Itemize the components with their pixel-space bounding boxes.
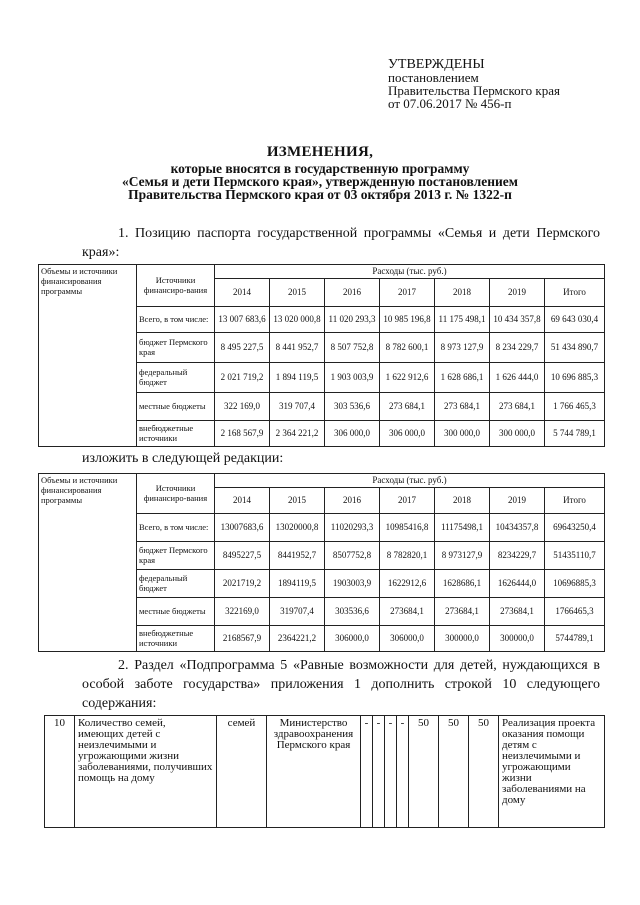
indicator-name: Количество семей, имеющих детей с неизлечимыми и угрожающими жизни заболеваниями, получивших помощь на дому (75, 716, 217, 828)
approval-line-3: от 07.06.2017 № 456-п (388, 96, 512, 111)
value-cell: 5 744 789,1 (545, 421, 605, 447)
value-cell: 306 000,0 (380, 421, 435, 447)
value-cell: 1 622 912,6 (380, 363, 435, 393)
approval-line-2: Правительства Пермского края (388, 83, 560, 98)
value-cell: 1 626 444,0 (490, 363, 545, 393)
title-line-3: Правительства Пермского края от 03 октября 2013 г. № 1322-п (128, 187, 512, 202)
year-header: 2019 (490, 488, 545, 514)
title-main: ИЗМЕНЕНИЯ, (266, 144, 374, 160)
year-header: 2016 (325, 279, 380, 307)
value-cell: 8 441 952,7 (270, 333, 325, 363)
total-header: Итого (545, 488, 605, 514)
value-cell: 1 894 119,5 (270, 363, 325, 393)
value-cell: - (385, 716, 397, 828)
value-cell: 50 (409, 716, 439, 828)
financing-table-new (38, 473, 605, 652)
value-cell: 8495227,5 (215, 542, 270, 570)
financing-table-old (38, 264, 605, 447)
value-cell: 1622912,6 (380, 570, 435, 598)
value-cell: 273684,1 (380, 598, 435, 626)
paragraph-3: 2. Раздел «Подпрограмма 5 «Равные возможности для детей, нуждающихся в особой заботе государства» приложения 1 дополнить строкой 10 следующего содержания: (82, 658, 600, 711)
value-cell: 2364221,2 (270, 626, 325, 652)
year-header: 2015 (270, 279, 325, 307)
value-cell: 322169,0 (215, 598, 270, 626)
value-cell: 1903003,9 (325, 570, 380, 598)
value-cell: 5744789,1 (545, 626, 605, 652)
expenses-header: Расходы (тыс. руб.) (215, 265, 605, 279)
paragraph-1: 1. Позицию паспорта государственной программы «Семья и дети Пермского края»: (82, 226, 600, 260)
value-cell: 13007683,6 (215, 514, 270, 542)
value-cell: 50 (439, 716, 469, 828)
approval-heading: УТВЕРЖДЕНЫ (388, 57, 485, 72)
value-cell: 1894119,5 (270, 570, 325, 598)
value-cell: 2 168 567,9 (215, 421, 270, 447)
source-cell: местные бюджеты (137, 393, 215, 421)
value-cell: 10 985 196,8 (380, 307, 435, 333)
value-cell: 303536,6 (325, 598, 380, 626)
value-cell: 306 000,0 (325, 421, 380, 447)
value-cell: 319707,4 (270, 598, 325, 626)
value-cell: 8441952,7 (270, 542, 325, 570)
source-cell: Всего, в том числе: (137, 514, 215, 542)
value-cell: 8 507 752,8 (325, 333, 380, 363)
value-cell: 13020000,8 (270, 514, 325, 542)
value-cell: 11020293,3 (325, 514, 380, 542)
source-cell: внебюджетные источники (137, 626, 215, 652)
sources-header: Источники финансиро-вания (137, 474, 215, 514)
source-cell: местные бюджеты (137, 598, 215, 626)
year-header: 2016 (325, 488, 380, 514)
source-cell: бюджет Пермского края (137, 333, 215, 363)
expenses-header: Расходы (тыс. руб.) (215, 474, 605, 488)
value-cell: 8 782820,1 (380, 542, 435, 570)
value-cell: 69643250,4 (545, 514, 605, 542)
title-line-1: которые вносятся в государственную программу (170, 161, 470, 176)
value-cell: 319 707,4 (270, 393, 325, 421)
value-cell: 273684,1 (435, 598, 490, 626)
year-header: 2017 (380, 279, 435, 307)
value-cell: 273684,1 (490, 598, 545, 626)
value-cell: 1628686,1 (435, 570, 490, 598)
value-cell: 13 020 000,8 (270, 307, 325, 333)
value-cell: 51435110,7 (545, 542, 605, 570)
year-header: 2015 (270, 488, 325, 514)
value-cell: 8 973127,9 (435, 542, 490, 570)
value-cell: 300 000,0 (490, 421, 545, 447)
row-number: 10 (45, 716, 75, 828)
source-cell: бюджет Пермского края (137, 542, 215, 570)
value-cell: 273 684,1 (490, 393, 545, 421)
year-header: 2017 (380, 488, 435, 514)
value-cell: - (397, 716, 409, 828)
table-label: Объемы и источники финансирования программы (39, 265, 137, 447)
value-cell: 10985416,8 (380, 514, 435, 542)
value-cell: 10 696 885,3 (545, 363, 605, 393)
value-cell: 306000,0 (325, 626, 380, 652)
value-cell: 273 684,1 (435, 393, 490, 421)
value-cell: 50 (469, 716, 499, 828)
value-cell: 10 434 357,8 (490, 307, 545, 333)
value-cell: 322 169,0 (215, 393, 270, 421)
paragraph-2: изложить в следующей редакции: (82, 451, 284, 466)
value-cell: 8 782 600,1 (380, 333, 435, 363)
source-cell: федеральный бюджет (137, 363, 215, 393)
total-header: Итого (545, 279, 605, 307)
value-cell: 1 628 686,1 (435, 363, 490, 393)
value-cell: 13 007 683,6 (215, 307, 270, 333)
value-cell: 8 495 227,5 (215, 333, 270, 363)
value-cell: 69 643 030,4 (545, 307, 605, 333)
table-label: Объемы и источники финансирования программы (39, 474, 137, 652)
title-line-2: «Семья и дети Пермского края», утвержденную постановлением (122, 174, 518, 189)
year-header: 2018 (435, 488, 490, 514)
value-cell: 303 536,6 (325, 393, 380, 421)
unit: семей (217, 716, 267, 828)
value-cell: 51 434 890,7 (545, 333, 605, 363)
value-cell: 2 021 719,2 (215, 363, 270, 393)
value-cell: 2021719,2 (215, 570, 270, 598)
source-cell: внебюджетные источники (137, 421, 215, 447)
value-cell: 1 766 465,3 (545, 393, 605, 421)
value-cell: 273 684,1 (380, 393, 435, 421)
year-header: 2014 (215, 279, 270, 307)
value-cell: 2168567,9 (215, 626, 270, 652)
document-title (0, 146, 640, 201)
value-cell: 1 903 003,9 (325, 363, 380, 393)
action-description: Реализация проекта оказания помощи детям с неизлечимыми и угрожающими жизни заболеваниями на дому (499, 716, 605, 828)
value-cell: 300 000,0 (435, 421, 490, 447)
value-cell: 8 234 229,7 (490, 333, 545, 363)
value-cell: 8507752,8 (325, 542, 380, 570)
value-cell: - (361, 716, 373, 828)
source-cell: Всего, в том числе: (137, 307, 215, 333)
value-cell: 11 175 498,1 (435, 307, 490, 333)
value-cell: 1626444,0 (490, 570, 545, 598)
value-cell: 8 973 127,9 (435, 333, 490, 363)
responsible-ministry: Министерство здравоохранения Пермского края (267, 716, 361, 828)
value-cell: 2 364 221,2 (270, 421, 325, 447)
value-cell: 10696885,3 (545, 570, 605, 598)
value-cell: 306000,0 (380, 626, 435, 652)
sources-header: Источники финансиро-вания (137, 265, 215, 307)
value-cell: 11175498,1 (435, 514, 490, 542)
source-cell: федеральный бюджет (137, 570, 215, 598)
value-cell: 11 020 293,3 (325, 307, 380, 333)
value-cell: 1766465,3 (545, 598, 605, 626)
table-row (45, 716, 605, 828)
value-cell: 300000,0 (435, 626, 490, 652)
approval-block (388, 58, 628, 110)
value-cell: 10434357,8 (490, 514, 545, 542)
year-header: 2014 (215, 488, 270, 514)
approval-line-1: постановлением (388, 70, 479, 85)
subprogram-row-10-table (44, 715, 605, 828)
value-cell: 8234229,7 (490, 542, 545, 570)
value-cell: 300000,0 (490, 626, 545, 652)
year-header: 2019 (490, 279, 545, 307)
year-header: 2018 (435, 279, 490, 307)
value-cell: - (373, 716, 385, 828)
